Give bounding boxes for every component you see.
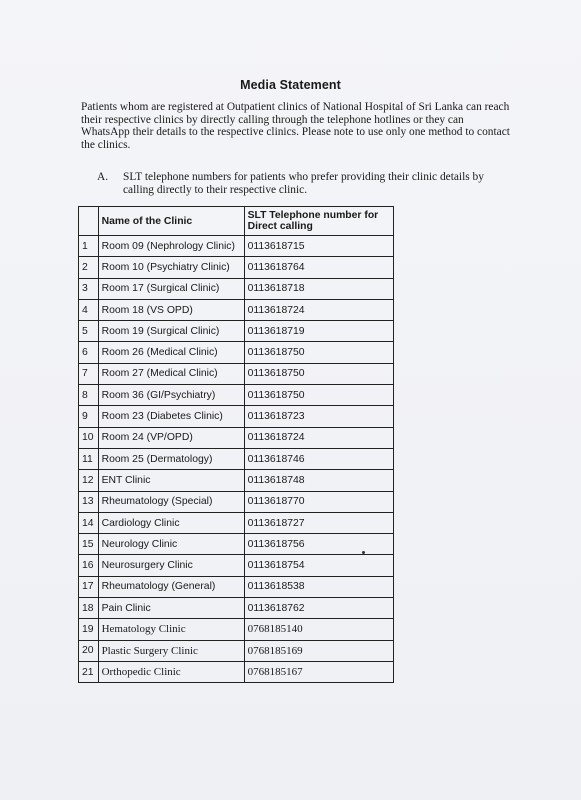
- clinic-telephone: 0113618724: [244, 299, 393, 320]
- page-title: Media Statement: [240, 78, 341, 92]
- row-number: 13: [79, 491, 99, 512]
- clinic-telephone: 0768185169: [244, 640, 393, 661]
- clinic-name: Room 24 (VP/OPD): [98, 427, 244, 448]
- table-row: [79, 470, 394, 491]
- clinic-telephone: 0113618764: [244, 257, 393, 278]
- clinic-telephone: 0113618715: [244, 236, 393, 257]
- clinic-name: Room 19 (Surgical Clinic): [98, 321, 244, 342]
- clinic-phone-table: [78, 206, 394, 683]
- row-number: 11: [79, 448, 99, 469]
- section-a-text: SLT telephone numbers for patients who prefer providing their clinic details by calling directly to their respective clinic.: [123, 171, 484, 196]
- clinic-telephone: 0113618754: [244, 555, 393, 576]
- row-number: 12: [79, 470, 99, 491]
- table-row: [79, 299, 394, 320]
- scan-speck: [362, 551, 365, 554]
- clinic-name: Pain Clinic: [98, 598, 244, 619]
- clinic-telephone: 0113618762: [244, 598, 393, 619]
- table-header-row: [79, 207, 394, 236]
- section-a: [97, 171, 517, 196]
- clinic-telephone: 0113618750: [244, 385, 393, 406]
- row-number: 21: [79, 661, 99, 682]
- clinic-name: Room 36 (GI/Psychiatry): [98, 385, 244, 406]
- clinic-telephone: 0113618724: [244, 427, 393, 448]
- table-row: [79, 661, 394, 682]
- table-row: [79, 512, 394, 533]
- table-row: [79, 385, 394, 406]
- clinic-name: Cardiology Clinic: [98, 512, 244, 533]
- header-clinic-name: Name of the Clinic: [98, 207, 244, 236]
- row-number: 18: [79, 598, 99, 619]
- table-row: [79, 257, 394, 278]
- clinic-name: Room 09 (Nephrology Clinic): [98, 236, 244, 257]
- table-row: [79, 427, 394, 448]
- row-number: 3: [79, 278, 99, 299]
- row-number: 19: [79, 619, 99, 640]
- header-telephone: SLT Telephone number for Direct calling: [244, 207, 393, 236]
- table-row: [79, 598, 394, 619]
- table-row: [79, 491, 394, 512]
- row-number: 10: [79, 427, 99, 448]
- clinic-telephone: 0113618727: [244, 512, 393, 533]
- clinic-name: Neurology Clinic: [98, 534, 244, 555]
- row-number: 4: [79, 299, 99, 320]
- table-body: [79, 236, 394, 683]
- table-row: [79, 640, 394, 661]
- table-row: [79, 278, 394, 299]
- clinic-name: Room 27 (Medical Clinic): [98, 363, 244, 384]
- clinic-telephone: 0113618538: [244, 576, 393, 597]
- clinic-telephone: 0113618723: [244, 406, 393, 427]
- table-row: [79, 576, 394, 597]
- row-number: 17: [79, 576, 99, 597]
- table-row: [79, 619, 394, 640]
- clinic-telephone: 0113618750: [244, 342, 393, 363]
- table-row: [79, 555, 394, 576]
- clinic-telephone: 0113618756: [244, 534, 393, 555]
- table-row: [79, 406, 394, 427]
- table-row: [79, 363, 394, 384]
- row-number: 1: [79, 236, 99, 257]
- row-number: 8: [79, 385, 99, 406]
- header-number: [79, 207, 99, 236]
- table-row: [79, 342, 394, 363]
- row-number: 20: [79, 640, 99, 661]
- clinic-name: Rheumatology (General): [98, 576, 244, 597]
- clinic-name: Orthopedic Clinic: [98, 661, 244, 682]
- clinic-name: Room 23 (Diabetes Clinic): [98, 406, 244, 427]
- clinic-telephone: 0113618718: [244, 278, 393, 299]
- clinic-name: Plastic Surgery Clinic: [98, 640, 244, 661]
- row-number: 7: [79, 363, 99, 384]
- row-number: 16: [79, 555, 99, 576]
- clinic-telephone: 0113618748: [244, 470, 393, 491]
- section-a-marker: A.: [97, 171, 109, 183]
- row-number: 15: [79, 534, 99, 555]
- table-row: [79, 448, 394, 469]
- table-row: [79, 534, 394, 555]
- table-row: [79, 321, 394, 342]
- row-number: 9: [79, 406, 99, 427]
- row-number: 5: [79, 321, 99, 342]
- clinic-telephone: 0113618750: [244, 363, 393, 384]
- clinic-name: Room 25 (Dermatology): [98, 448, 244, 469]
- clinic-name: Rheumatology (Special): [98, 491, 244, 512]
- clinic-name: Hematology Clinic: [98, 619, 244, 640]
- row-number: 2: [79, 257, 99, 278]
- clinic-telephone: 0113618770: [244, 491, 393, 512]
- clinic-name: Neurosurgery Clinic: [98, 555, 244, 576]
- row-number: 6: [79, 342, 99, 363]
- clinic-name: Room 17 (Surgical Clinic): [98, 278, 244, 299]
- row-number: 14: [79, 512, 99, 533]
- clinic-name: ENT Clinic: [98, 470, 244, 491]
- clinic-telephone: 0113618746: [244, 448, 393, 469]
- clinic-telephone: 0768185167: [244, 661, 393, 682]
- clinic-telephone: 0113618719: [244, 321, 393, 342]
- intro-paragraph: Patients whom are registered at Outpatient clinics of National Hospital of Sri Lanka can reach their respective clinics by directly calling through the telephone hotlines or they can WhatsApp their details to the respective clinics. Please note to use only one method to contact the clinics.: [81, 101, 510, 151]
- clinic-name: Room 26 (Medical Clinic): [98, 342, 244, 363]
- clinic-telephone: 0768185140: [244, 619, 393, 640]
- table-row: [79, 236, 394, 257]
- clinic-name: Room 18 (VS OPD): [98, 299, 244, 320]
- clinic-name: Room 10 (Psychiatry Clinic): [98, 257, 244, 278]
